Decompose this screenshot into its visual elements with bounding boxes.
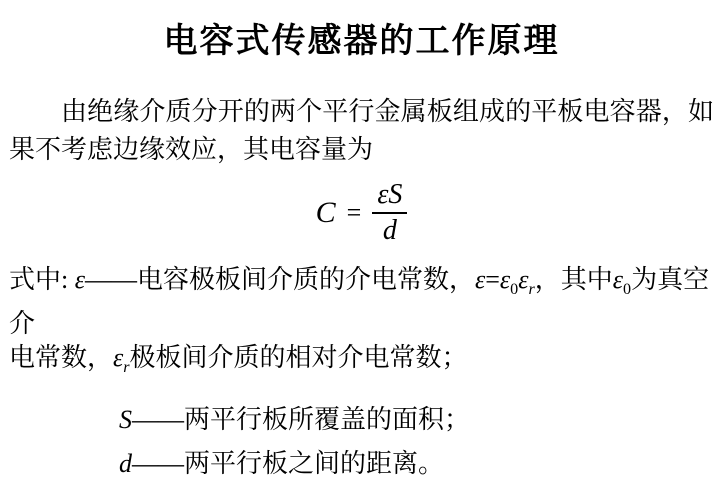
capacitance-formula: [9, 179, 714, 247]
intro-text-line2: 果不考虑边缘效应，其电容量为: [9, 135, 374, 164]
formula-lhs: C: [315, 196, 336, 229]
d-definition-line: d——两平行板之间的距离。: [119, 449, 445, 479]
intro-text-line1: 由绝缘介质分开的两个平行金属板组成的平板电容器，如: [61, 97, 714, 126]
formula-denominator: d: [382, 215, 397, 246]
where-clause-line2: 电常数，$\varepsilon_r$极板间介质的相对介电常数；: [9, 343, 468, 377]
formula-numerator: εS: [372, 179, 407, 214]
s-definition-line: S——两平行板所覆盖的面积；: [119, 405, 471, 435]
formula-fraction: [372, 179, 407, 247]
formula-equals-sign: =: [346, 198, 362, 227]
where-clause-line1: 式中: ε——电容极板间介质的介电常数，$\varepsilon=\varepsilon_0\varepsilon_r$，其中$\varepsilon_0$为真空介: [9, 265, 710, 339]
page-title: 电容式传感器的工作原理: [163, 23, 560, 60]
